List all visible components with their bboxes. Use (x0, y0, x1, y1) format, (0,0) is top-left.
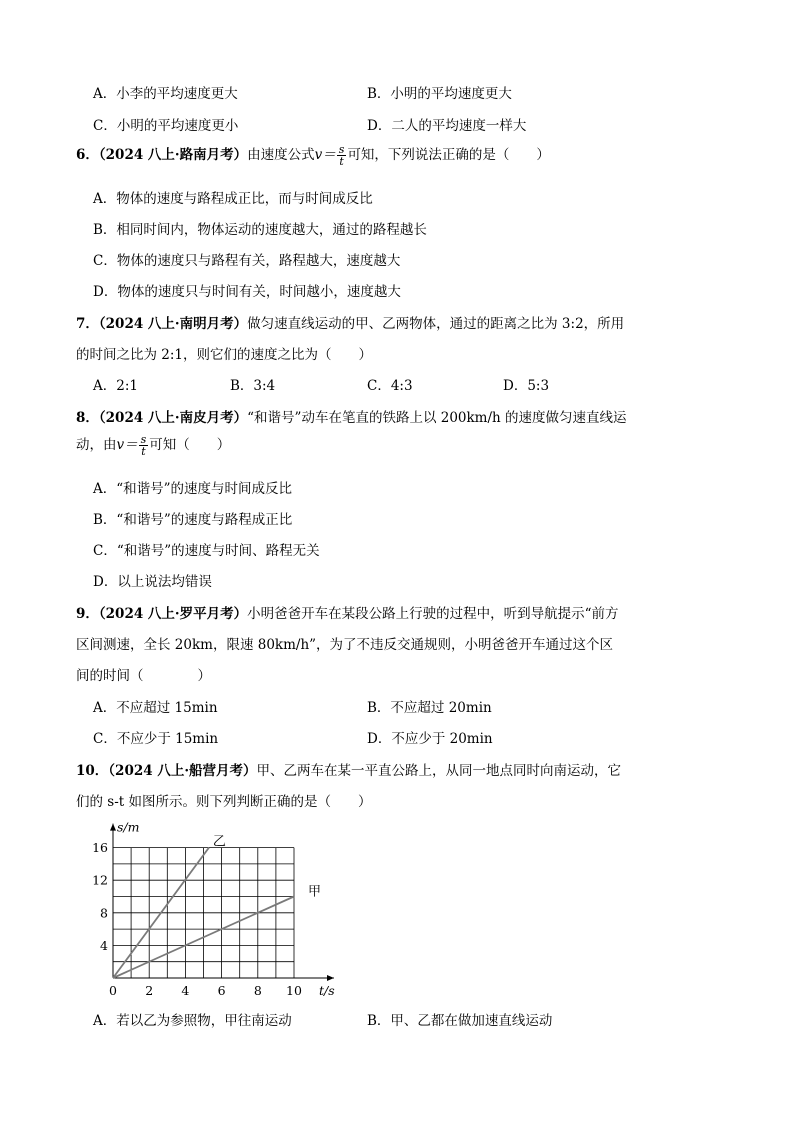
q8-stem-line1 (76, 406, 627, 426)
q9-option-c: C．不应少于 15min (93, 731, 219, 747)
q7-stem-line2: 的时间之比为 2:1，则它们的速度之比为（ ） (76, 347, 373, 363)
q5-option-d: D．二人的平均速度一样大 (367, 118, 527, 134)
q8-stem-post: 可知（ ） (149, 437, 231, 453)
q5-option-c: C．小明的平均速度更小 (93, 118, 239, 134)
x-tick-label: 2 (145, 983, 154, 998)
q6-option-a: A．物体的速度与路程成正比，而与时间成反比 (93, 191, 373, 207)
q10-stem-line1 (76, 759, 621, 779)
q8-formula-den: t (141, 445, 146, 458)
q8-stem-pre: 动，由 (76, 437, 117, 453)
q9-source: （2024 八上·罗平月考） (98, 606, 248, 622)
y-axis-label: s/m (117, 819, 140, 835)
y-tick-label: 16 (92, 840, 108, 856)
q9-stem-text1: 小明爸爸开车在某段公路上行驶的过程中，听到导航提示“前方 (247, 606, 619, 622)
q8-option-a: A．“和谐号”的速度与时间成反比 (93, 481, 293, 497)
q6-number: 6． (76, 147, 99, 163)
q10-source: （2024 八上·船营月考） (108, 763, 257, 779)
x-tick-label: 4 (181, 983, 190, 998)
y-tick-label: 8 (100, 905, 108, 921)
q6-formula-den: t (339, 155, 344, 168)
q7-stem-text1: 做匀速直线运动的甲、乙两物体，通过的距离之比为 3:2，所用 (247, 316, 625, 332)
x-tick-label: 10 (286, 983, 302, 998)
q10-option-a: A．若以乙为参照物，甲往南运动 (93, 1013, 292, 1029)
q8-stem-text1: “和谐号”动车在笔直的铁路上以 200km/h 的速度做匀速直线运 (247, 410, 627, 426)
q8-option-d: D．以上说法均错误 (93, 574, 212, 590)
chart-grid (113, 848, 294, 978)
q6-formula-num: s (338, 143, 345, 156)
q7-option-c: C．4:3 (367, 378, 413, 394)
x-tick-label: 0 (109, 983, 117, 998)
q9-stem-line1 (76, 602, 619, 622)
x-tick-label: 8 (253, 983, 262, 998)
q6-formula-fraction (337, 144, 347, 167)
q8-formula-fraction (139, 434, 149, 457)
q8-stem-line2 (76, 433, 230, 457)
q9-option-d: D．不应少于 20min (367, 731, 493, 747)
q9-option-a: A．不应超过 15min (93, 700, 218, 716)
q7-number: 7． (76, 316, 99, 332)
q7-stem-line1 (76, 312, 624, 332)
q6-option-c: C．物体的速度只与路程有关，路程越大，速度越大 (93, 253, 401, 269)
x-axis-label: t/s (319, 983, 335, 998)
y-axis-arrow (110, 824, 116, 831)
q9-option-b: B．不应超过 20min (367, 700, 492, 716)
q6-stem (76, 143, 550, 167)
q7-option-a: A．2:1 (93, 378, 138, 394)
q8-source: （2024 八上·南皮月考） (98, 410, 248, 426)
q10-option-b: B．甲、乙都在做加速直线运动 (367, 1013, 553, 1029)
q9-stem-line3: 间的时间（ ） (76, 668, 211, 684)
q5-option-b: B．小明的平均速度更大 (367, 86, 512, 102)
q8-formula-num: s (140, 433, 147, 446)
q6-formula-v: v＝ (314, 147, 336, 163)
q10-stem-text1: 甲、乙两车在某一平直公路上，从同一地点同时向南运动，它 (256, 763, 622, 779)
q6-option-d: D．物体的速度只与时间有关，时间越小，速度越大 (93, 284, 401, 300)
q9-number: 9． (76, 606, 99, 622)
q7-source: （2024 八上·南明月考） (98, 316, 248, 332)
q10-number: 10． (76, 763, 109, 779)
y-tick-label: 12 (92, 872, 108, 888)
x-tick-label: 6 (217, 983, 226, 998)
q7-option-d: D．5:3 (503, 378, 550, 394)
q6-stem-pre: 由速度公式 (247, 147, 315, 163)
series-label-yi: 乙 (212, 834, 226, 850)
q8-option-b: B．“和谐号”的速度与路程成正比 (93, 512, 293, 528)
q6-source: （2024 八上·路南月考） (98, 147, 248, 163)
q10-stem-line2: 们的 s-t 如图所示。则下列判断正确的是（ ） (76, 794, 372, 810)
series-label-jia: 甲 (308, 884, 322, 900)
x-axis-arrow (327, 975, 334, 981)
q6-option-b: B．相同时间内，物体运动的速度越大，通过的路程越长 (93, 222, 427, 238)
q8-number: 8． (76, 410, 99, 426)
y-tick-label: 4 (100, 937, 108, 953)
q6-stem-post: 可知，下列说法正确的是（ ） (347, 147, 550, 163)
q5-option-a: A．小李的平均速度更大 (93, 86, 238, 102)
st-chart (80, 810, 360, 1005)
q8-option-c: C．“和谐号”的速度与时间、路程无关 (93, 543, 320, 559)
q7-option-b: B．3:4 (230, 378, 276, 394)
q8-formula-v: v＝ (116, 437, 138, 453)
q9-stem-line2: 区间测速，全长 20km，限速 80km/h”，为了不违反交通规则，小明爸爸开车通过这个区 (76, 637, 614, 653)
